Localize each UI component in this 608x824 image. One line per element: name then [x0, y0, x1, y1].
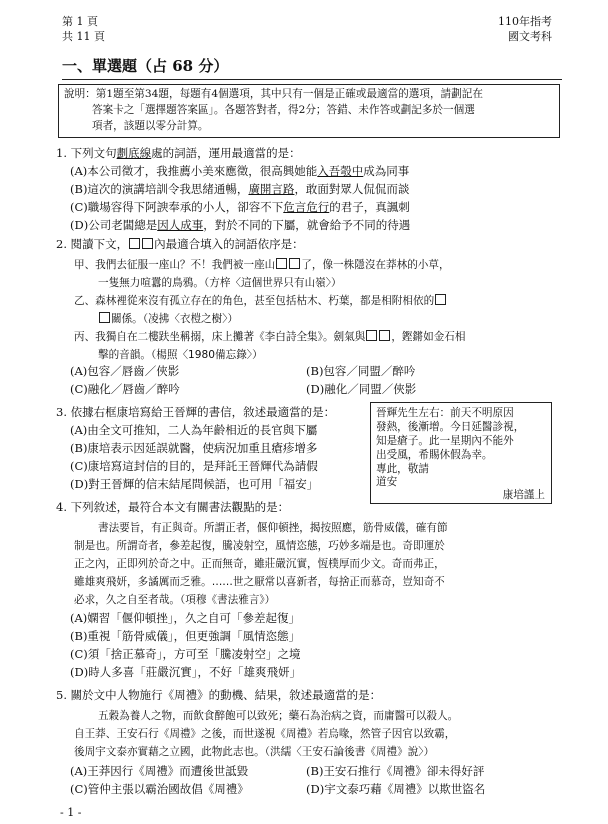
- q3-option-b: (B)康培表示因延誤就醫，使病況加重且瘡疹增多: [70, 441, 318, 455]
- section-title: 一、單選題（占 68 分）: [62, 57, 229, 75]
- q4-stem: 4. 下列敘述，最符合本文有關書法觀點的是：: [56, 500, 290, 514]
- q4-option-c: (C)須「捨正慕奇」，方可至「騰凌射空」之境: [70, 647, 301, 661]
- letter-line-6: 道安: [376, 476, 398, 488]
- q2-stem: 2. 閱讀下文， 內最適合填入的詞語依序是：: [56, 237, 304, 251]
- q1-option-a: (A)本公司徵才，我推薦小美來應徵，很高興她能入吾彀中成為同事: [70, 164, 410, 178]
- q4-option-a: (A)嫻習「偃仰頓挫」，久之自可「參差起復」: [70, 611, 301, 625]
- q5-option-a: (A)王莽因行《周禮》而遭後世詆毀: [70, 764, 249, 778]
- q5-passage-line-1: 五穀為養人之物，而飲食醉飽可以致死；藥石為治病之資，而庸醫可以殺人。: [98, 710, 459, 722]
- q2-option-d: (D)融化／同盟／俠影: [306, 382, 417, 396]
- q2-option-a: (A)包容／唇齒／俠影: [70, 364, 180, 378]
- q1-option-d: (D)公司老闆總是因人成事，對於不同的下屬，就會給予不同的待遇: [70, 218, 411, 232]
- q4-passage-line-1: 書法要旨，有正與奇。所謂正者，偃仰頓挫，揭按照應，筋骨威儀，確有節: [98, 522, 448, 534]
- q4-passage-line-2: 制是也。所謂奇者，參差起復，騰凌射空，風情恣態，巧妙多端是也。奇即運於: [74, 540, 445, 552]
- q4-option-b: (B)重視「筋骨威儀」，但更強調「風情恣態」: [70, 629, 301, 643]
- q2-passage-yi-line-1: 乙、森林裡從來沒有孤立存在的角色，甚至包括枯木、朽葉，都是相附相依的: [74, 294, 447, 308]
- letter-line-5: 專此，敬請: [376, 463, 429, 475]
- q3-option-c: (C)康培寫這封信的目的，是拜託王晉輝代為請假: [70, 459, 318, 473]
- q5-passage-line-2: 自王莽、王安石行《周禮》之後，而世遂視《周禮》若烏喙，然管子因官以致霸，: [74, 728, 456, 740]
- letter-box: [370, 402, 552, 504]
- q4-passage-line-5: 必求，久之自至者哉。（項穆《書法雅言》）: [74, 594, 276, 606]
- q5-option-b: (B)王安石推行《周禮》卻未得好評: [306, 764, 485, 778]
- letter-signature: 康培謹上: [502, 489, 545, 501]
- q4-passage-line-4: 雖雄爽飛妍，多譎厲而乏雅。……世之厭常以喜新者，每捨正而慕奇，豈知奇不: [74, 576, 445, 588]
- q2-passage-yi-line-2: 關係。（凌拂〈衣榿之樹〉）: [98, 312, 238, 326]
- q4-passage-line-3: 正之內，正即列於奇之中。正而無奇，雖莊嚴沉實，恆樸厚而少文。奇而弗正，: [74, 558, 445, 570]
- instruction-line-1: 說明：第1題至第34題，每題有4個選項，其中只有一個是正確或最適當的選項，請劃記在: [64, 88, 483, 100]
- letter-line-3: 知是瘡子。此一星期內不能外: [376, 435, 514, 447]
- letter-line-4: 出受風，希賜休假為幸。: [376, 449, 493, 461]
- q3-option-a: (A)由全文可推知，二人為年齡相近的長官與下屬: [70, 423, 318, 437]
- q5-option-c: (C)管仲主張以霸治國故倡《周禮》: [70, 782, 249, 796]
- q3-option-d: (D)對王晉輝的信末結尾問候語，也可用「福安」: [70, 477, 319, 491]
- q2-passage-bing-line-1: 丙、我獨自在二樓趺坐稱搦，床上攤著《李白詩全集》。劍氣與 ，鏗鏘如金石相: [74, 331, 466, 343]
- section-divider: [62, 79, 562, 80]
- total-pages-label: 共 11 頁: [62, 30, 105, 43]
- q2-passage-jia-line-2: 一隻無力喧囂的鳥鴉。（方梓〈這個世界只有山嶺〉）: [98, 277, 342, 289]
- q1-option-c: (C)職場容得下阿諛奉承的小人，卻容不下危言危行的君子，真諷刺: [70, 200, 410, 214]
- q4-option-d: (D)時人多喜「莊嚴沉實」，不好「雄爽飛妍」: [70, 665, 301, 679]
- page-number: - 1 -: [60, 806, 82, 819]
- q5-passage-line-3: 後周宇文泰亦實藉之立國，此物此志也。（洪繻〈王安石論後書《周禮》說〉）: [74, 746, 435, 758]
- q5-stem: 5. 關於文中人物施行《周禮》的動機、結果，敘述最適當的是：: [56, 688, 382, 702]
- instruction-line-3: 項者，該題以零分計算。: [92, 120, 209, 132]
- q3-stem: 3. 依據右框康培寫給王晉輝的書信，敘述最適當的是：: [56, 405, 336, 419]
- instructions-box: [58, 84, 560, 138]
- q2-passage-bing-line-2: 擊的音韻。（楊照〈1980備忘錄〉）: [98, 349, 263, 361]
- instruction-line-2: 答案卡之「選擇題答案區」。各題答對者，得2分；答錯、未作答或劃記多於一個選: [92, 104, 475, 116]
- q2-option-c: (C)融化／唇齒／醉吟: [70, 382, 180, 396]
- letter-line-2: 發熱，後漸增。今日延醫診視，: [376, 421, 525, 433]
- subject-label: 國文考科: [508, 30, 552, 43]
- exam-title: 110年指考: [498, 15, 552, 28]
- letter-line-1: 晉輝先生左右：前天不明原因: [376, 407, 514, 419]
- q2-option-b: (B)包容／同盟／醉吟: [306, 364, 416, 378]
- q1-stem: 1. 下列文句劃底線處的詞語，運用最適當的是：: [56, 146, 301, 160]
- q5-option-d: (D)宇文泰巧藉《周禮》以欺世盜名: [306, 782, 486, 796]
- q2-passage-jia-line-1: 甲、我們去征服一座山？不！我們被一座山 了，像一株隱沒在莽林的小草，: [74, 259, 450, 271]
- page-label: 第 1 頁: [62, 15, 98, 28]
- q1-option-b: (B)這次的演講培訓令我思緒通暢，廣開言路，敢面對眾人侃侃而談: [70, 182, 410, 196]
